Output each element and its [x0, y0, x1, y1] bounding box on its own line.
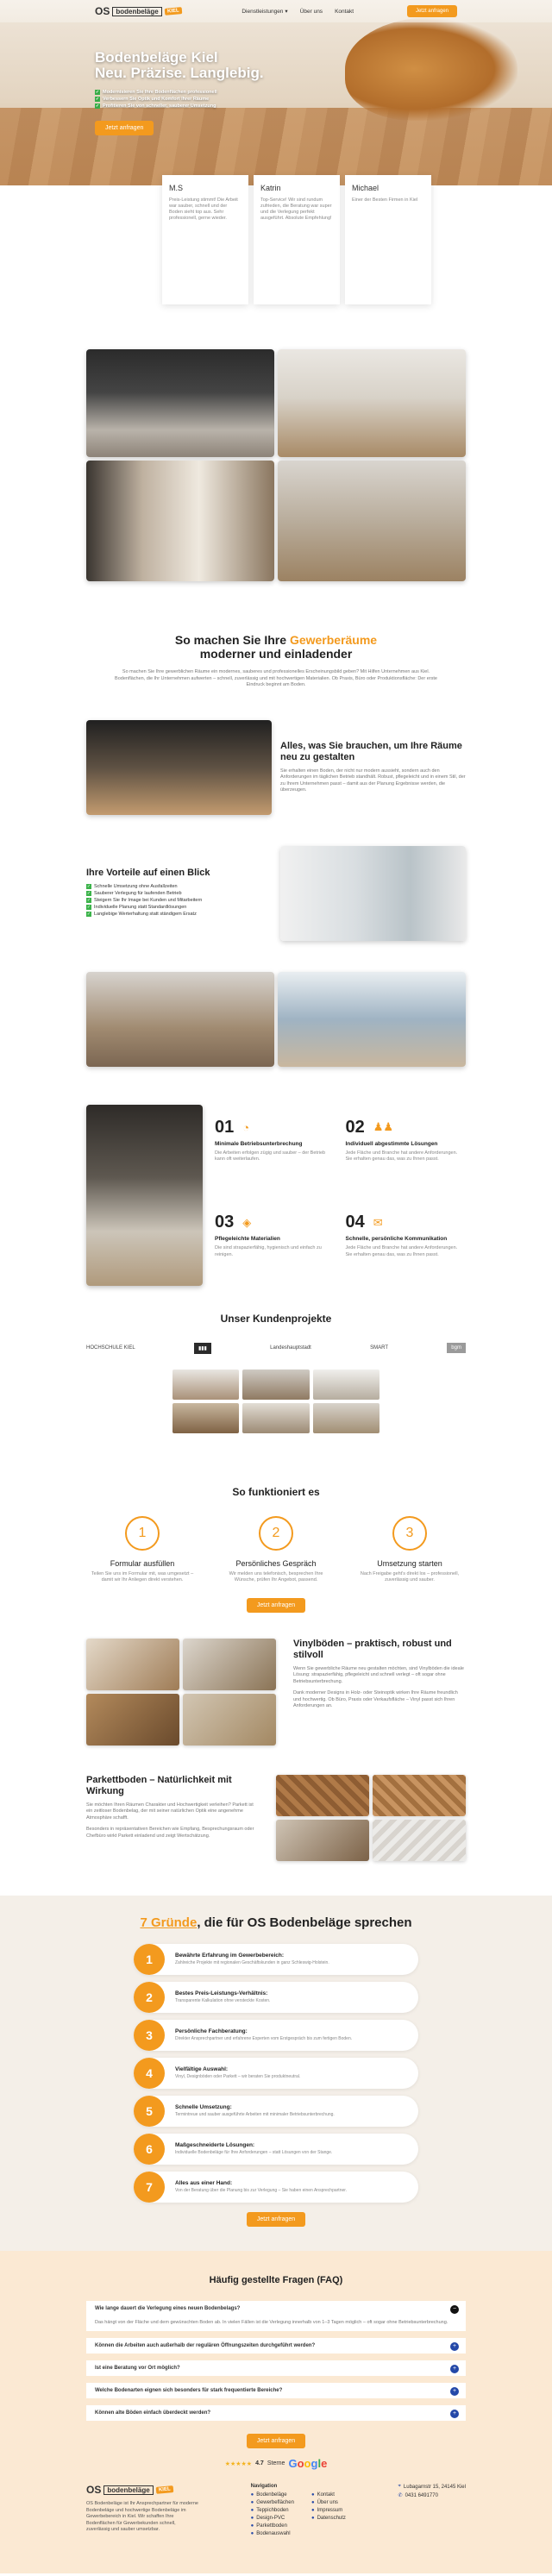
footer-link[interactable] — [251, 2500, 294, 2505]
reason-item — [134, 2096, 418, 2127]
feature-title: Pflegeleichte Materialien — [215, 1236, 280, 1242]
project-image — [172, 1369, 239, 1400]
logo-badge: KIEL — [155, 2485, 172, 2494]
reason-title: Bestes Preis-Leistungs-Verhältnis: — [175, 1990, 268, 1996]
reasons-title-rest: , die für OS Bodenbeläge sprechen — [197, 1915, 412, 1930]
feature-text: Jede Fläche und Branche hat andere Anforderungen. Sie erhalten genau das, was zu Ihnen passt. — [345, 1245, 458, 1257]
step-title: Formular ausfüllen — [110, 1558, 175, 1568]
chat-icon: ✉ — [373, 1215, 383, 1229]
vinyl-image — [183, 1694, 276, 1746]
footer-link[interactable] — [311, 2508, 346, 2513]
vinyl-image — [86, 1639, 179, 1690]
checkbox-icon: ✓ — [95, 97, 100, 102]
reason-title: Alles aus einer Hand: — [175, 2180, 233, 2186]
footer-link[interactable] — [251, 2516, 294, 2521]
reasons-list — [134, 1944, 418, 2203]
bullet-icon: ● — [310, 2500, 315, 2505]
all-you-need-title: Alles, was Sie brauchen, um Ihre Räume neu zu gestalten — [280, 740, 462, 762]
footer-about-text: OS Bodenbeläge ist Ihr Ansprechpartner für moderne Bodenbeläge und hochwertige Bodenbeläge im Gewerbebereich in Kiel. Wir schaffen Ihre Bodenflächen für Gewerbekunden schnell, zuverlässig und sauber umsetzbar. — [86, 2501, 198, 2532]
project-image — [242, 1369, 309, 1400]
bullet-icon: ● — [250, 2492, 254, 2498]
check-text: Modernisieren Sie Ihre Bodenflächen professionell — [103, 90, 217, 95]
reason-item — [134, 1982, 418, 2013]
project-image — [313, 1369, 380, 1400]
expand-icon[interactable]: + — [450, 2410, 459, 2418]
reason-number: 2 — [134, 1982, 165, 2013]
testimonial-card — [254, 175, 340, 304]
feature-number: 03 — [215, 1213, 235, 1232]
hero-title-line2: Neu. Präzise. Langlebig. — [95, 65, 264, 81]
all-you-need-section — [86, 720, 466, 815]
gallery-image — [86, 461, 274, 581]
step-text: Teilen Sie uns im Formular mit, was umgesetzt – damit wir Ihr Anliegen direkt verstehen. — [91, 1570, 194, 1583]
logo[interactable] — [95, 5, 181, 17]
reasons-title-highlight: 7 Gründe — [140, 1915, 198, 1930]
hero-checklist — [95, 90, 354, 109]
title-part: So machen Sie Ihre — [174, 633, 290, 647]
faq-item[interactable] — [86, 2405, 466, 2421]
reasons-section — [0, 1896, 552, 2251]
feature-item — [215, 1118, 336, 1191]
bullet-icon: ● — [310, 2516, 315, 2521]
steps-list — [86, 1516, 466, 1584]
feature-item — [346, 1118, 467, 1191]
location-icon: ⌖ — [398, 2484, 401, 2489]
step-number: 1 — [125, 1516, 160, 1551]
reason-title: Maßgeschneiderte Lösungen: — [175, 2142, 255, 2148]
testimonial-name: M.S — [169, 184, 184, 192]
client-projects-grid — [172, 1369, 380, 1433]
logo-text: HOCHSCHULE KIEL — [86, 1345, 135, 1351]
footer-link[interactable] — [251, 2531, 294, 2536]
hero-cta-button[interactable]: Jetzt anfragen — [95, 121, 154, 135]
footer-link-label: Design-PVC — [256, 2516, 285, 2521]
advantages-title: Ihre Vorteile auf einen Blick — [86, 868, 210, 878]
logo-word: bodenbeläge — [104, 2485, 153, 2495]
parkett-title: Parkettboden – Natürlichkeit mit Wirkung — [86, 1774, 232, 1796]
logo-os: OS — [86, 2484, 102, 2496]
faq-question: Welche Bodenarten eignen sich besonders für stark frequentierte Bereiche? — [95, 2388, 283, 2393]
phone-icon: ✆ — [398, 2493, 403, 2498]
faq-item[interactable] — [86, 2360, 466, 2376]
reason-title: Schnelle Umsetzung: — [175, 2104, 232, 2110]
project-gallery — [86, 349, 466, 581]
advantage-item — [86, 912, 272, 917]
faq-list — [86, 2301, 466, 2422]
feature-number: 02 — [345, 1117, 365, 1137]
footer-phone[interactable] — [398, 2492, 466, 2498]
feature-title: Individuell abgestimmte Lösungen — [345, 1140, 438, 1147]
parkett-text-1: Sie möchten Ihren Räumen Charakter und Hochwertigkeit verleihen? Parkett ist ein zeitloser Bodenbelag, der mit seiner natürlichen Optik eine angenehme Atmosphäre schafft. — [86, 1802, 254, 1821]
reason-number: 6 — [134, 2134, 165, 2165]
clinic-image — [280, 846, 466, 941]
footer-nav-title: Navigation — [250, 2484, 278, 2489]
client-logos — [86, 1343, 466, 1354]
step-item — [86, 1516, 198, 1584]
footer-logo[interactable] — [86, 2484, 198, 2496]
faq-section — [0, 2251, 552, 2574]
footer-navigation — [251, 2484, 346, 2539]
footer-link-label: Parkettboden — [256, 2523, 287, 2529]
reason-number: 3 — [134, 2020, 165, 2051]
clients-title: Unser Kundenprojekte — [220, 1312, 332, 1325]
footer-link[interactable] — [311, 2516, 346, 2521]
advantage-item — [86, 884, 272, 889]
footer-link[interactable] — [251, 2523, 294, 2529]
step-text: Nach Freigabe geht's direkt los – professionell, zuverlässig und sauber. — [360, 1570, 460, 1583]
client-logo-bgm — [447, 1343, 466, 1353]
hero-check-item — [95, 97, 354, 102]
reason-subtext: Termintreue und sauber ausgeführte Arbeiten mit minimaler Betriebsunterbrechung. — [175, 2112, 335, 2117]
expand-icon[interactable]: + — [450, 2365, 459, 2373]
footer-link[interactable] — [311, 2492, 346, 2498]
feature-item — [346, 1213, 467, 1286]
step-title: Umsetzung starten — [377, 1558, 442, 1568]
title-highlight: Gewerberäume — [289, 633, 378, 647]
gauge-icon: ◔ — [242, 1120, 250, 1134]
reason-item — [134, 1944, 418, 1975]
project-image — [313, 1403, 380, 1433]
advantage-text: Individuelle Planung statt Standardlösungen — [94, 905, 187, 910]
check-text: Profitieren Sie von schneller, sauberer Umsetzung — [103, 103, 216, 109]
team-icon: ♟♟ — [373, 1120, 394, 1133]
footer-link-label: Bodenauswahl — [256, 2531, 291, 2536]
office-image — [86, 720, 272, 815]
footer-link-label: Bodenbeläge — [256, 2492, 287, 2498]
header-cta-button[interactable]: Jetzt anfragen — [407, 5, 457, 17]
transform-text: So machen Sie Ihre gewerblichen Räume ein modernes, sauberes und professionelles Erscheinungsbild geben? Mit Hilfen Unternehmen aus Kiel. Bodenflächen, die Ihr Unternehmen aufwerten – schnell, zuverlässig und mit hochwertigen Materialien. Ob Praxis, Büro oder Produktionsfläche: Der erste Eindruck beginnt am Boden. — [115, 669, 437, 687]
image-pair — [86, 972, 466, 1067]
bullet-icon: ● — [250, 2531, 254, 2536]
gallery-image — [278, 349, 466, 457]
logo-badge: KIEL — [164, 7, 181, 16]
reason-subtext: Direkter Ansprechpartner und erfahrene Experten vom Erstgespräch bis zum fertigen Boden. — [175, 2036, 353, 2041]
features-image — [86, 1105, 203, 1286]
bullet-icon: ● — [310, 2492, 315, 2498]
phone-text: 0431 6491770 — [405, 2492, 438, 2498]
parkett-image — [276, 1775, 369, 1816]
bullet-icon: ● — [250, 2508, 254, 2513]
expand-icon[interactable]: + — [450, 2342, 459, 2351]
parkett-image — [276, 1820, 369, 1861]
how-cta-button[interactable]: Jetzt anfragen — [247, 1598, 305, 1613]
check-text: Verbessern Sie Optik und Komfort Ihrer Räume — [103, 97, 210, 102]
parkett-section — [86, 1775, 466, 1861]
hero-title — [95, 50, 354, 81]
vinyl-image — [183, 1639, 276, 1690]
checkbox-icon: ✓ — [86, 884, 91, 889]
project-image — [172, 1403, 239, 1433]
bullet-icon: ● — [310, 2508, 315, 2513]
reason-subtext: Vinyl, Designböden oder Parkett – wir beraten Sie produktneutral. — [175, 2074, 301, 2079]
testimonial-card — [345, 175, 431, 304]
checkbox-icon: ✓ — [86, 898, 91, 903]
faq-item[interactable] — [86, 2338, 466, 2353]
checkbox-icon: ✓ — [95, 103, 100, 109]
how-it-works-section — [0, 1485, 552, 1613]
vinyl-collage — [86, 1639, 276, 1746]
footer-link-label: Kontakt — [317, 2492, 335, 2498]
faq-title: Häufig gestellte Fragen (FAQ) — [209, 2274, 343, 2285]
checkbox-icon: ✓ — [95, 90, 100, 95]
footer-link-label: Datenschutz — [317, 2516, 346, 2521]
footer-link[interactable] — [311, 2500, 346, 2505]
reason-number: 7 — [134, 2172, 165, 2203]
expand-icon[interactable]: + — [450, 2387, 459, 2396]
reason-number: 5 — [134, 2096, 165, 2127]
logo-word: bodenbeläge — [112, 7, 161, 16]
nav-item-dienstleistungen[interactable] — [242, 8, 287, 15]
clients-section — [0, 1312, 552, 1433]
reason-item — [134, 2134, 418, 2165]
vinyl-text-2: Dank moderner Designs in Holz- oder Steinoptik wirken Ihre Räume freundlich und hochwertig. Ob Büro, Praxis oder Verkaufsfläche – Vinyl passt sich Ihren Anforderungen an. — [293, 1690, 458, 1708]
feature-text: Die sind strapazierfähig, hygienisch und einfach zu reinigen. — [215, 1245, 322, 1257]
how-title: So funktioniert es — [232, 1485, 320, 1498]
testimonial-text: Preis-Leistung stimmt! Die Arbeit war sauber, schnell und der Boden sieht top aus. Sehr professionell, gerne wieder. — [169, 197, 238, 221]
footer-about — [86, 2484, 198, 2539]
logo-text: SMART — [370, 1345, 389, 1351]
step-item — [220, 1516, 332, 1584]
testimonial-name: Michael — [352, 184, 380, 192]
feature-text: Jede Fläche und Branche hat andere Anforderungen. Sie erhalten genau das, was zu Ihnen passt. — [345, 1150, 458, 1162]
logo-text: ▮▮▮ — [194, 1343, 211, 1354]
transform-section — [0, 633, 552, 689]
feature-number: 01 — [215, 1117, 235, 1137]
faq-answer: Das hängt von der Fläche und dem gewünschten Boden ab. In vielen Fällen ist die Verlegung innerhalb von 1–3 Tagen möglich – oft sogar ohne Betriebsunterbrechung. — [95, 2319, 448, 2325]
advantage-item — [86, 905, 272, 910]
google-logo: Google — [288, 2457, 328, 2470]
vinyl-title: Vinylböden – praktisch, robust und stilvoll — [293, 1638, 452, 1660]
step-title: Persönliches Gespräch — [235, 1558, 317, 1568]
advantage-text: Schnelle Umsetzung ohne Ausfallzeiten — [94, 884, 178, 889]
advantage-item — [86, 898, 272, 903]
hero-content — [95, 50, 354, 135]
testimonial-card — [162, 175, 248, 304]
feature-number: 04 — [345, 1213, 365, 1232]
client-logo-hochschule — [86, 1345, 135, 1351]
google-rating — [0, 2457, 552, 2470]
bullet-icon: ● — [250, 2523, 254, 2529]
advantage-text: Steigern Sie Ihr Image bei Kunden und Mitarbeitern — [94, 898, 203, 903]
layers-icon: ◈ — [242, 1215, 252, 1229]
feature-text: Die Arbeiten erfolgen zügig und sauber – der Betrieb kann oft weiterlaufen. — [215, 1150, 326, 1162]
faq-item[interactable] — [86, 2383, 466, 2398]
footer-address — [398, 2484, 466, 2490]
reason-subtext: Individuelle Bodenbeläge für Ihre Anforderungen – statt Lösungen von der Stange. — [175, 2150, 333, 2155]
advantage-text: Sauberer Verlegung für laufenden Betrieb — [94, 891, 182, 896]
reason-title: Vielfältige Auswahl: — [175, 2066, 229, 2072]
gallery-image — [278, 461, 466, 581]
checkbox-icon: ✓ — [86, 912, 91, 917]
faq-question: Ist eine Beratung vor Ort möglich? — [95, 2366, 180, 2371]
collapse-icon[interactable]: − — [450, 2305, 459, 2314]
hero-check-item — [95, 103, 354, 109]
reason-item — [134, 2020, 418, 2051]
step-text: Wir melden uns telefonisch, besprechen Ihre Wünsche, prüfen Ihr Angebot, passend. — [229, 1570, 323, 1583]
feature-title: Schnelle, persönliche Kommunikation — [345, 1236, 448, 1242]
checkbox-icon: ✓ — [86, 905, 91, 910]
advantages-section — [86, 846, 466, 941]
client-logo-landeshauptstadt — [270, 1345, 311, 1351]
faq-cta-button[interactable]: Jetzt anfragen — [247, 2434, 305, 2448]
hallway-image — [86, 972, 274, 1067]
advantages-list — [86, 884, 272, 917]
logo-os: OS — [95, 5, 110, 17]
all-you-need-text: Sie erhalten einen Boden, der nicht nur modern aussieht, sondern auch den Anforderungen im täglichen Betrieb standhält. Robust, pflegeleicht und in einem Stil, der zu Ihrem Unternehmen passt – damit aus der Planung Ergebnisse werden, die überzeugen. — [280, 768, 466, 793]
step-number: 2 — [259, 1516, 293, 1551]
site-header — [0, 0, 552, 22]
chevron-down-icon: ▾ — [285, 9, 288, 15]
client-logo-smart — [370, 1345, 388, 1351]
hero-title-line1: Bodenbeläge Kiel — [95, 49, 218, 66]
parkett-text-2: Besonders in repräsentativen Bereichen wie Empfang, Besprechungsraum oder Chefbüro wirkt Parkett einladend und zeigt Wertschätzung. — [86, 1827, 254, 1839]
testimonials — [0, 185, 552, 323]
vinyl-section — [86, 1639, 466, 1746]
waiting-room-image — [278, 972, 466, 1067]
nav-item-kontakt[interactable]: Kontakt — [335, 8, 354, 15]
advantage-text: Langlebige Werterhaltung statt ständigem Ersatz — [94, 912, 197, 917]
hero-check-item — [95, 90, 354, 95]
reason-title: Bewährte Erfahrung im Gewerbebereich: — [175, 1952, 285, 1959]
hero — [0, 0, 552, 185]
features-section — [86, 1105, 466, 1286]
transform-title — [0, 633, 552, 661]
testimonial-text: Einer der Besten Firmen in Kiel — [352, 197, 418, 203]
reasons-title — [0, 1916, 552, 1930]
faq-question: Wie lange dauert die Verlegung eines neuen Bodenbelags? — [95, 2305, 241, 2311]
faq-item[interactable] — [86, 2301, 466, 2332]
nav-label: Dienstleistungen — [242, 8, 284, 15]
feature-item — [215, 1213, 336, 1286]
reasons-cta-button[interactable]: Jetzt anfragen — [247, 2212, 305, 2227]
step-number: 3 — [392, 1516, 427, 1551]
reason-item — [134, 2172, 418, 2203]
reason-subtext: Transparente Kalkulation ohne versteckte Kosten. — [175, 1998, 271, 2003]
footer-link-label: Teppichboden — [256, 2508, 289, 2513]
faq-question: Können die Arbeiten auch außerhalb der regulären Öffnungszeiten durchgeführt werden? — [95, 2343, 316, 2348]
rating-label: Sterne — [267, 2460, 285, 2466]
parkett-image — [373, 1775, 466, 1816]
footer-link[interactable] — [251, 2492, 294, 2498]
parkett-image — [373, 1820, 466, 1861]
footer-link-label: Über uns — [317, 2500, 338, 2505]
vinyl-image — [86, 1694, 179, 1746]
reason-item — [134, 2058, 418, 2089]
hero-dog-image — [345, 17, 518, 121]
footer-link-label: Gewerbeflächen — [256, 2500, 294, 2505]
testimonial-text: Top-Service! Wir sind rundum zufrieden, die Beratung war super und die Verlegung perfekt ausgeführt. Absolute Empfehlung! — [260, 197, 332, 221]
step-item — [354, 1516, 466, 1584]
footer-link[interactable] — [251, 2508, 294, 2513]
logo-text: Landeshauptstadt — [270, 1345, 311, 1351]
footer-link-label: Impressum — [317, 2508, 343, 2513]
site-footer — [86, 2484, 466, 2556]
testimonial-name: Katrin — [260, 184, 281, 192]
faq-question: Können alte Böden einfach überdeckt werden? — [95, 2410, 211, 2416]
gallery-image — [86, 349, 274, 457]
client-logo-2 — [194, 1343, 211, 1354]
nav-item-ueber-uns[interactable]: Über uns — [299, 8, 323, 15]
star-rating-icon: ★★★★★ — [224, 2460, 253, 2467]
reason-number: 4 — [134, 2058, 165, 2089]
project-image — [242, 1403, 309, 1433]
vinyl-text-1: Wenn Sie gewerbliche Räume neu gestalten möchten, sind Vinylböden die ideale Lösung: strapazierfähig, pflegeleicht und schnell verlegt – oft sogar ohne Betriebsunterbrechung. — [293, 1665, 464, 1684]
feature-title: Minimale Betriebsunterbrechung — [215, 1140, 303, 1147]
checkbox-icon: ✓ — [86, 891, 91, 896]
advantage-item — [86, 891, 272, 896]
address-text: Lubagarnstr 15, 24145 Kiel — [403, 2484, 466, 2490]
footer-contact — [398, 2484, 466, 2539]
reason-subtext: Von der Beratung über die Planung bis zur Verlegung – Sie haben einen Ansprechpartner. — [175, 2188, 348, 2193]
bullet-icon: ● — [250, 2516, 254, 2521]
logo-text: bgm — [447, 1343, 466, 1353]
title-part: moderner und einladender — [199, 647, 353, 661]
main-nav — [242, 8, 354, 15]
reason-title: Persönliche Fachberatung: — [175, 2028, 248, 2034]
reason-number: 1 — [134, 1944, 165, 1975]
rating-value: 4.7 — [255, 2460, 264, 2466]
bullet-icon: ● — [250, 2500, 254, 2505]
reason-subtext: Zahlreiche Projekte mit regionalen Geschäftskunden in ganz Schleswig-Holstein. — [175, 1960, 329, 1965]
parkett-collage — [276, 1775, 466, 1861]
